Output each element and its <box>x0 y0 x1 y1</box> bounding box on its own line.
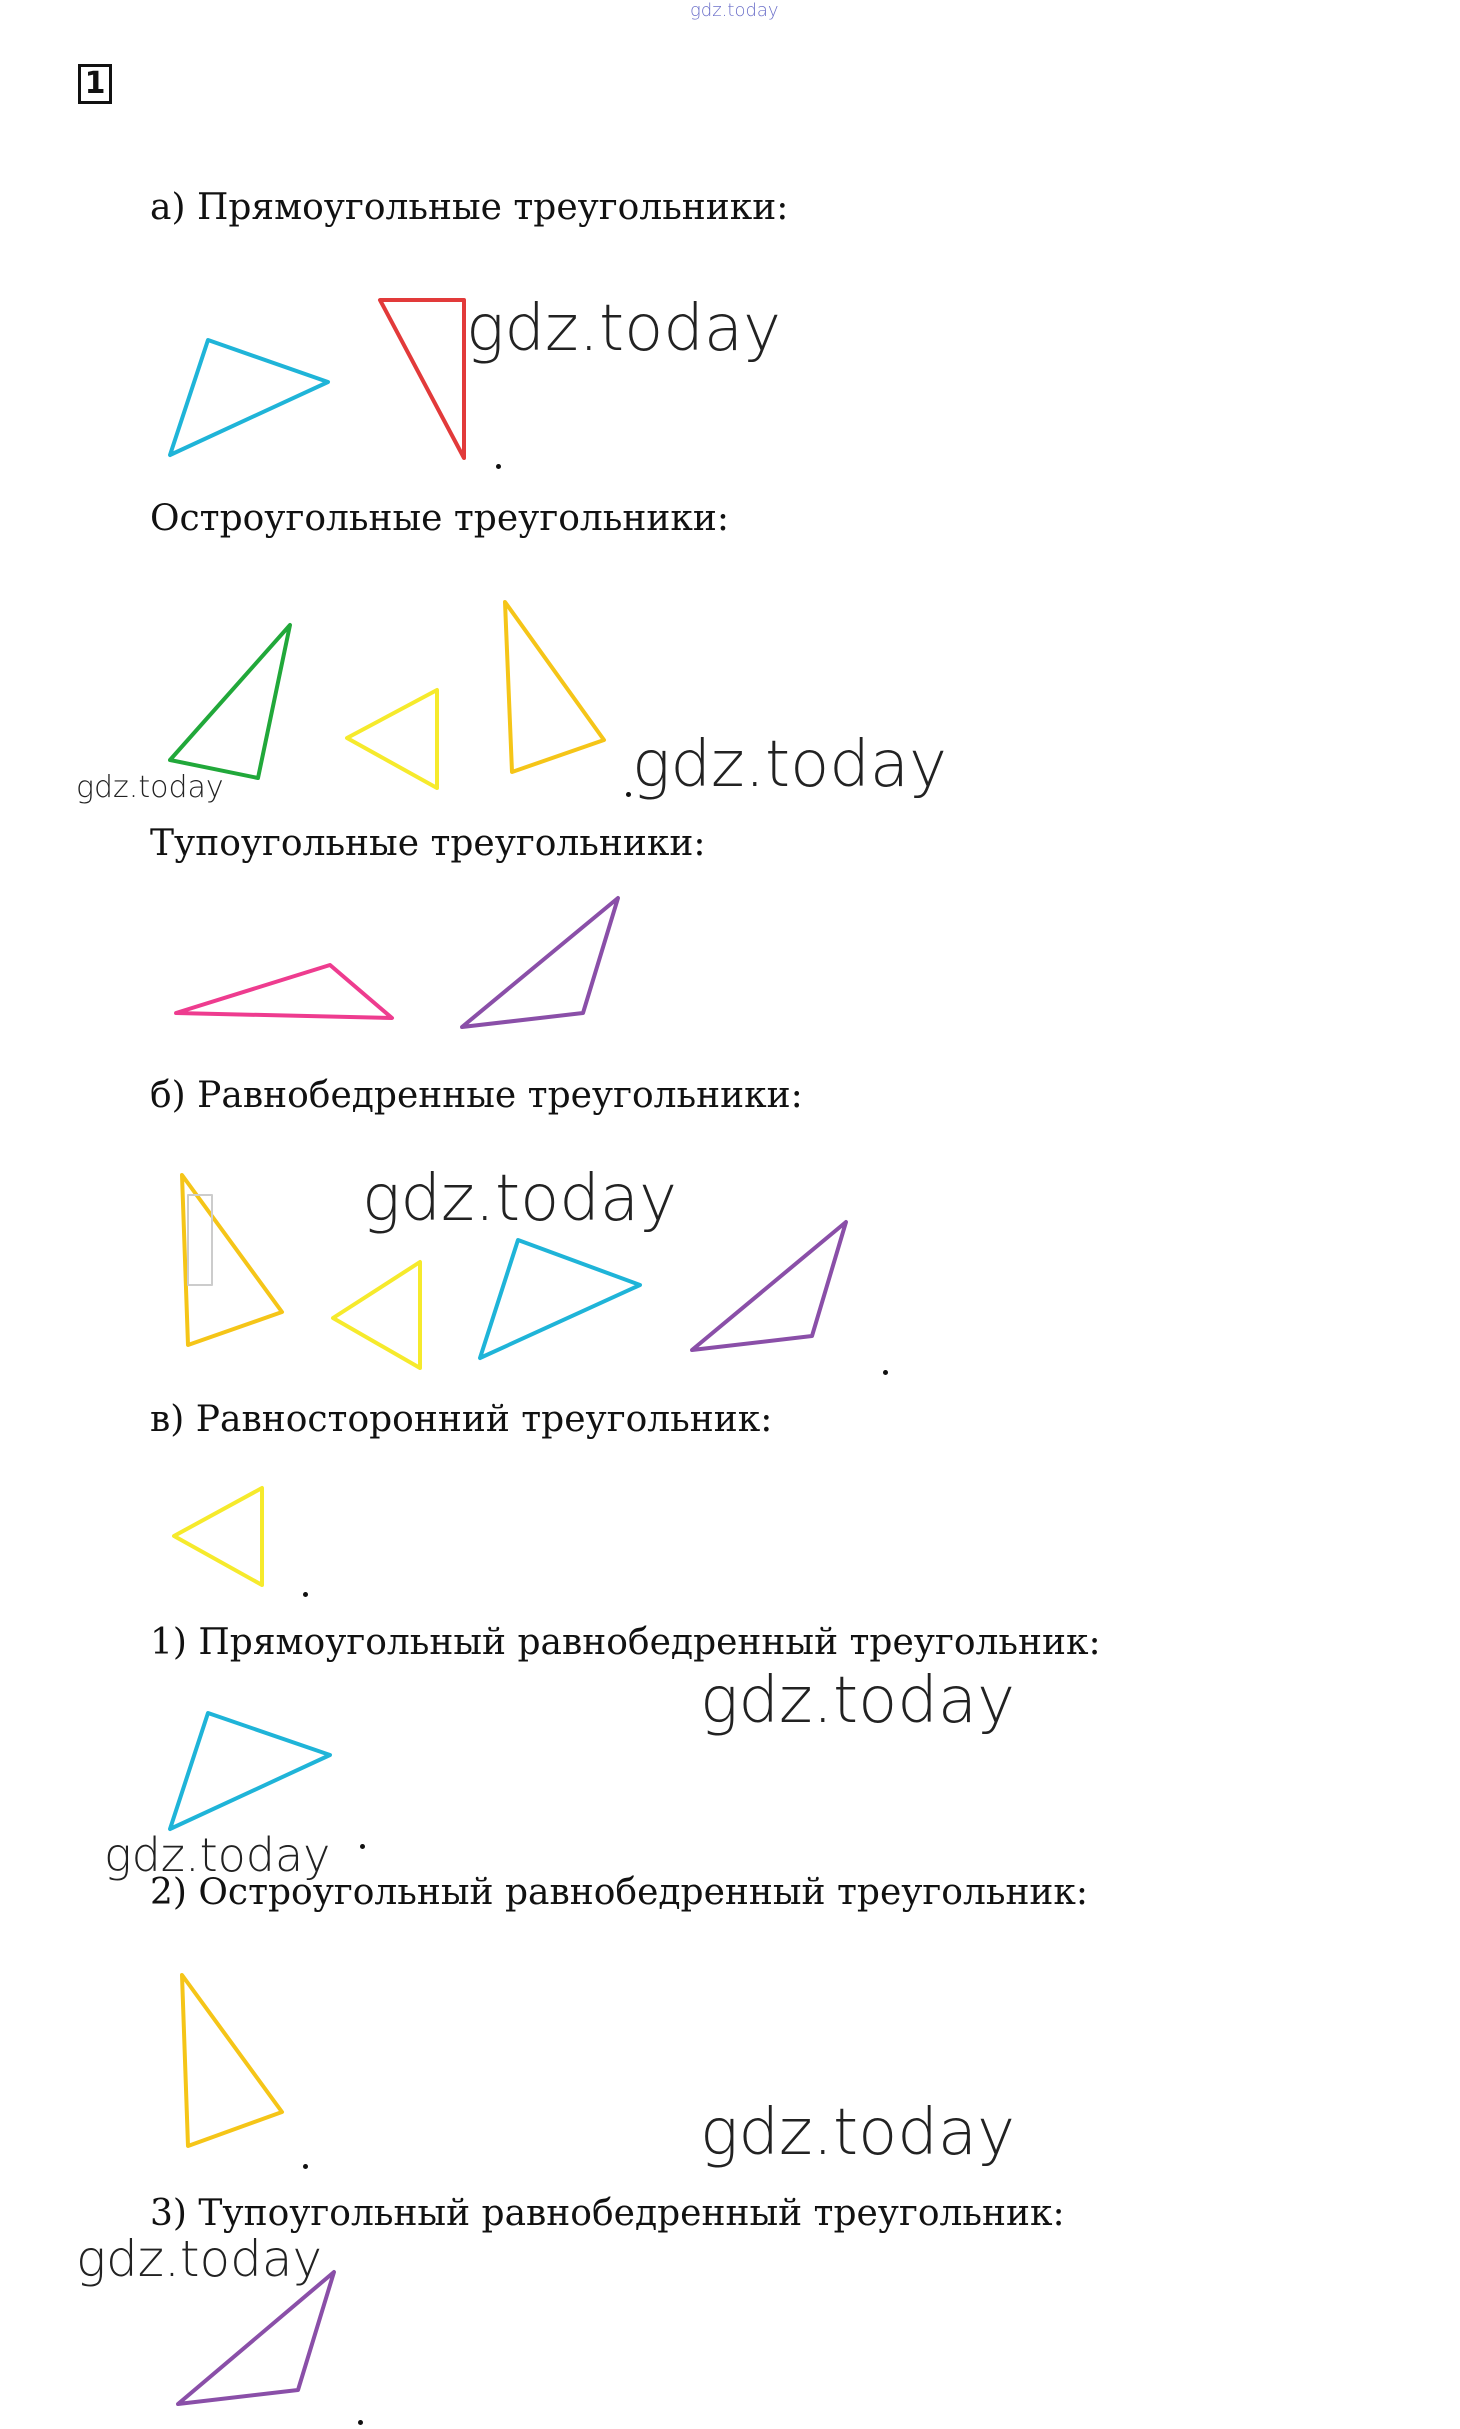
watermark: gdz.today <box>632 728 947 802</box>
acute-triangle-gold <box>505 602 604 772</box>
heading-isosceles-triangles: б) Равнобедренные треугольники: <box>150 1075 803 1116</box>
watermark: gdz.today <box>466 292 781 366</box>
heading-right-triangles: а) Прямоугольные треугольники: <box>150 187 789 228</box>
heading-equilateral-triangle: в) Равносторонний треугольник: <box>150 1399 773 1440</box>
period-dot <box>626 792 631 797</box>
isosceles-triangle-yellow <box>333 1262 420 1368</box>
watermark: gdz.today <box>362 1162 677 1236</box>
acute-isosceles-triangle-gold <box>182 1975 282 2146</box>
period-dot <box>358 2420 363 2425</box>
heading-obtuse-isosceles: 3) Тупоугольный равнобедренный треугольник: <box>150 2193 1065 2234</box>
watermark: gdz.today <box>104 1828 331 1882</box>
heading-acute-triangles: Остроугольные треугольники: <box>150 498 729 539</box>
task-number-box: 1 <box>78 64 112 104</box>
acute-triangle-yellow <box>347 690 437 788</box>
isosceles-triangle-gold <box>182 1175 282 1345</box>
isosceles-triangle-purple <box>692 1222 846 1350</box>
period-dot <box>496 464 501 469</box>
equilateral-triangle-yellow <box>174 1488 262 1585</box>
obtuse-isosceles-triangle-purple <box>178 2272 334 2404</box>
isosceles-triangle-blue <box>480 1240 640 1358</box>
watermark: gdz.today <box>76 770 224 805</box>
right-isosceles-triangle-blue <box>170 1713 330 1829</box>
heading-obtuse-triangles: Тупоугольные треугольники: <box>150 823 706 864</box>
watermark: gdz.today <box>700 1664 1015 1738</box>
acute-triangle-green <box>170 625 290 778</box>
heading-right-isosceles: 1) Прямоугольный равнобедренный треугольник: <box>150 1622 1101 1663</box>
right-triangle-blue <box>170 340 328 455</box>
heading-acute-isosceles: 2) Остроугольный равнобедренный треугольник: <box>150 1872 1089 1913</box>
watermark-top: gdz.today <box>690 0 779 21</box>
period-dot <box>883 1370 888 1375</box>
obtuse-triangle-pink <box>176 965 392 1018</box>
period-dot <box>360 1844 365 1849</box>
obtuse-triangle-purple <box>462 898 618 1027</box>
watermark: gdz.today <box>700 2096 1015 2170</box>
right-triangle-red <box>380 300 464 458</box>
watermark: gdz.today <box>76 2230 323 2288</box>
period-dot <box>303 2164 308 2169</box>
period-dot <box>303 1592 308 1597</box>
